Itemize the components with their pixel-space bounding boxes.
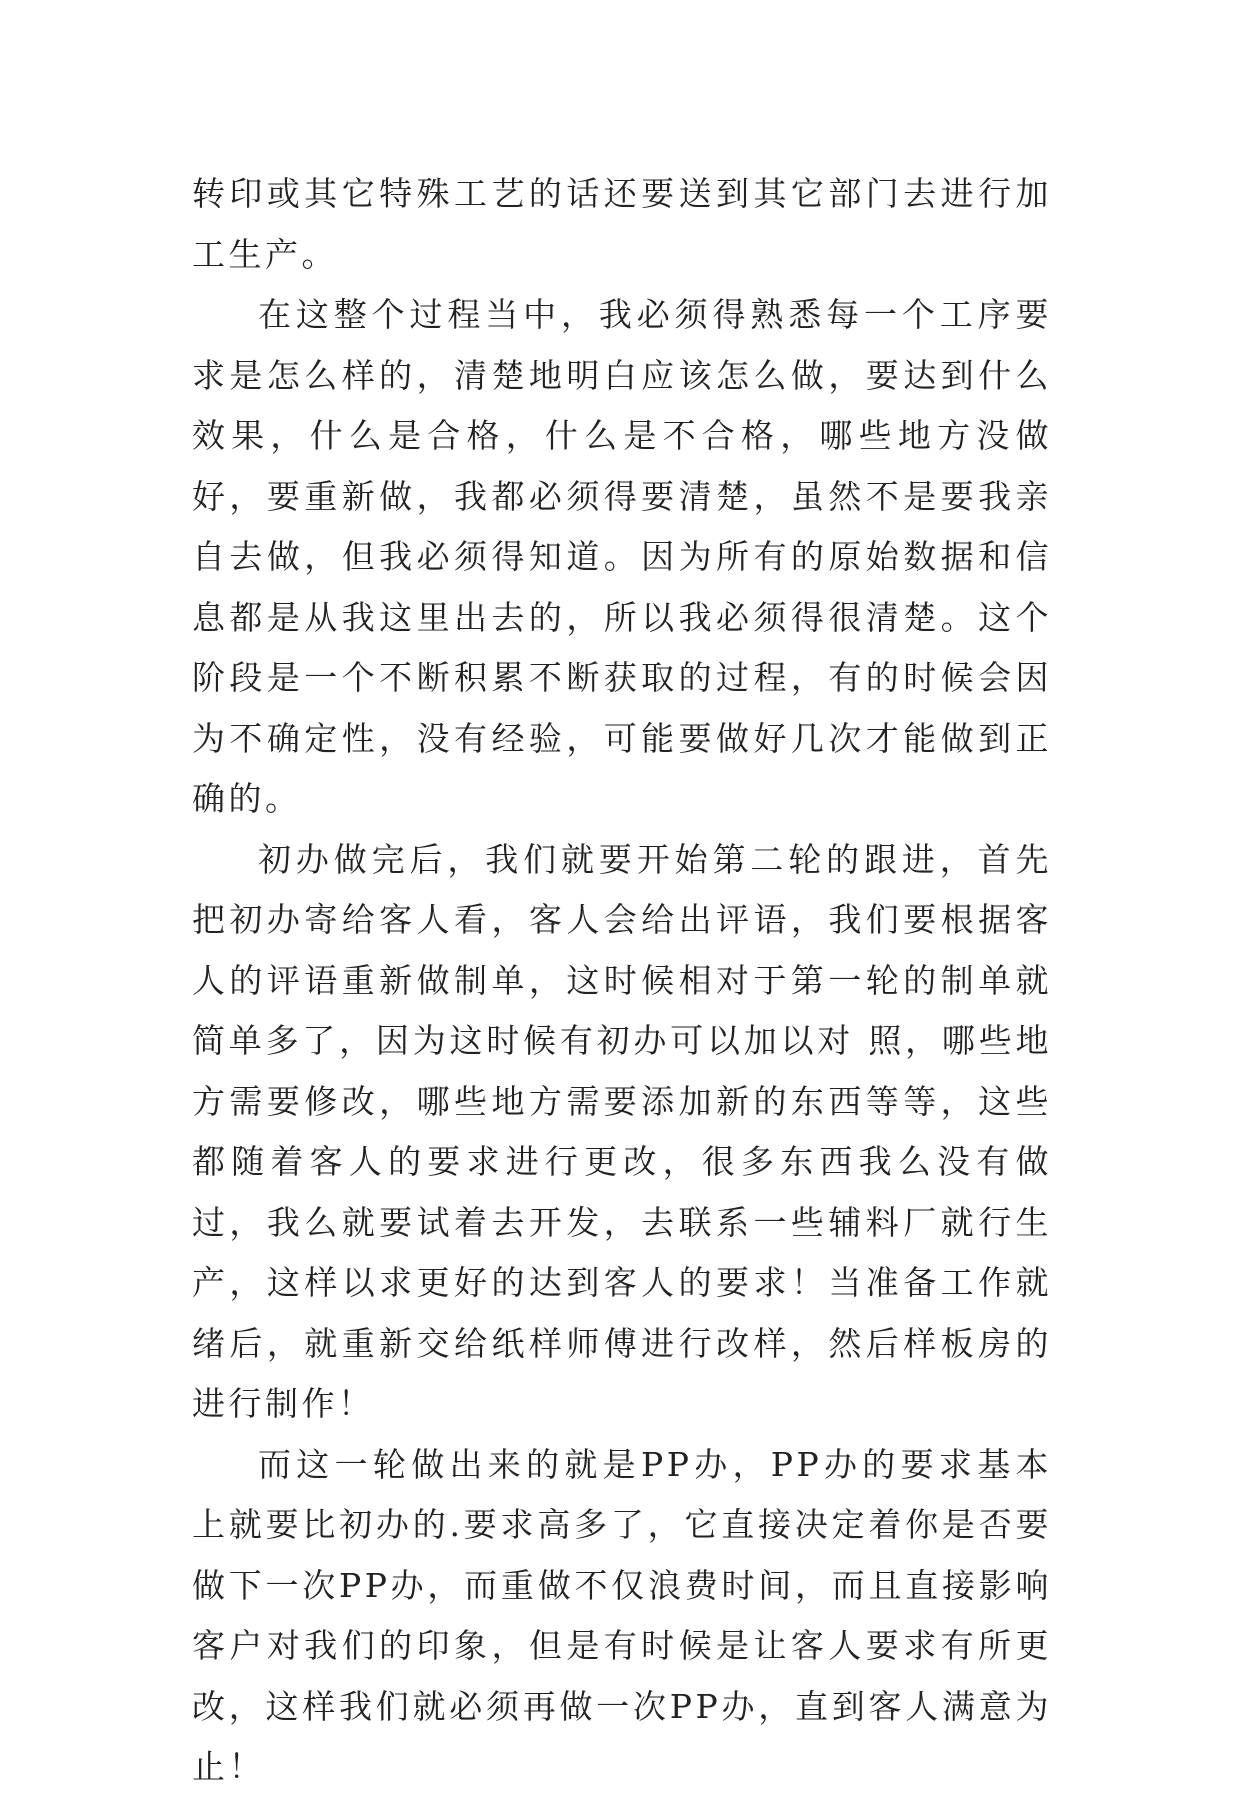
paragraph-second-round: 初办做完后，我们就要开始第二轮的跟进，首先把初办寄给客人看，客人会给出评语，我们要根据客人的评语重新做制单，这时候相对于第一轮的制单就简单多了，因为这时候有初办可以加以对 照，哪些地方需要修改，哪些地方需要添加新的东西等等，这些都随着客人的要求进行更改，很多东西我么没有做过，我么就要试着去开发，去联系一些辅料厂就行生产，这样以求更好的达到客人的要求！当准备工作就绪后，就重新交给纸样师傅进行改样，然后样板房的进行制作！ (192, 839, 1052, 1423)
paragraph-process: 在这整个过程当中，我必须得熟悉每一个工序要求是怎么样的，清楚地明白应该怎么做，要达到什么效果，什么是合格，什么是不合格，哪些地方没做好，要重新做，我都必须得要清楚，虽然不是要我亲自去做，但我必须得知道。因为所有的原始数据和信息都是从我这里出去的，所以我必须得很清楚。这个阶段是一个不断积累不断获取的过程，有的时候会因为不确定性，没有经验，可能要做好几次才能做到正确的。 (192, 295, 1052, 818)
document-body (192, 164, 1052, 1798)
paragraph-pp-sample: 而这一轮做出来的就是PP办，PP办的要求基本上就要比初办的.要求高多了，它直接决定着你是否要做下一次PP办，而重做不仅浪费时间，而且直接影响客户对我们的印象，但是有时候是让客人要求有所更改，这样我们就必须再做一次PP办，直到客人满意为止！ (192, 1444, 1052, 1786)
paragraph-continuation: 转印或其它特殊工艺的话还要送到其它部门去进行加工生产。 (192, 174, 1052, 274)
